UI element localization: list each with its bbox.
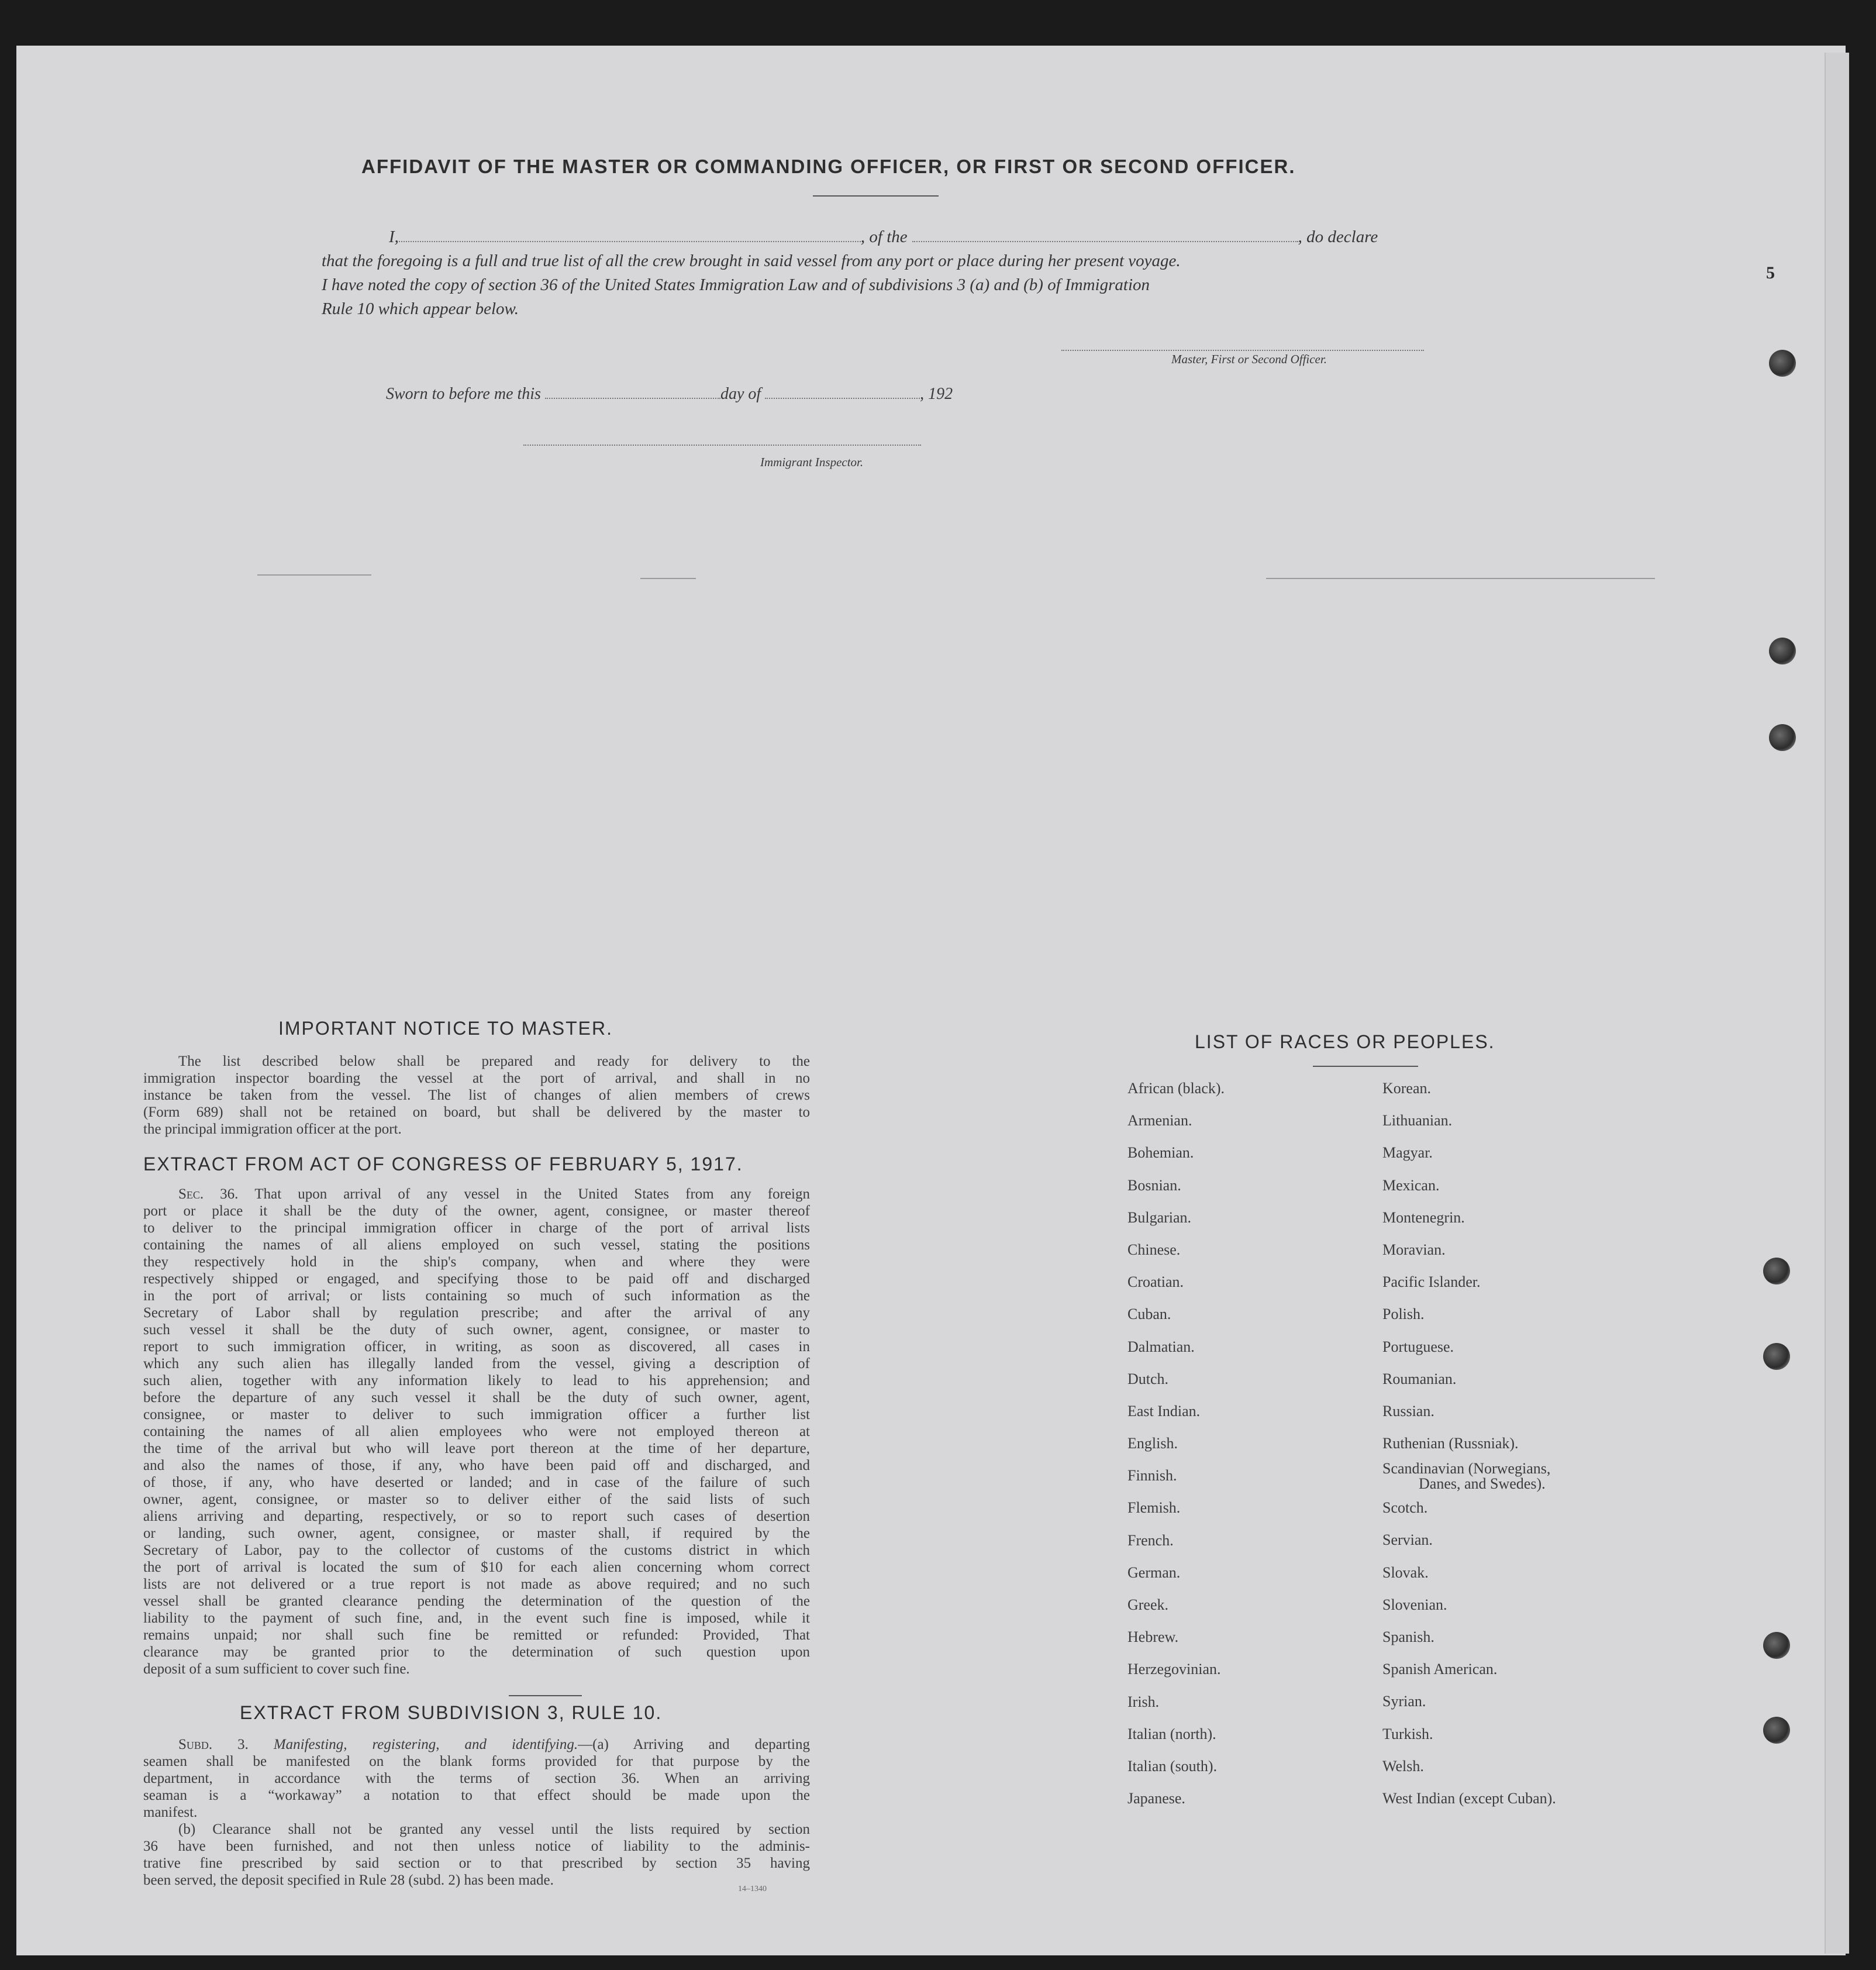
affidavit-title: AFFIDAVIT OF THE MASTER OR COMMANDING OFFICER, OR FIRST OR SECOND OFFICER. [361,156,1296,177]
race-label: Scandinavian (Norwegians, [1382,1460,1551,1478]
sworn-prefix: Sworn to before me this [386,385,541,403]
race-item [1127,1790,1225,1822]
race-label: Lithuanian. [1382,1112,1453,1129]
race-item [1382,1661,1556,1693]
rule-extract-title: EXTRACT FROM SUBDIVISION 3, RULE 10. [240,1702,663,1723]
race-label: Polish. [1382,1306,1425,1323]
race-item [1127,1306,1225,1338]
act-line: That upon arrival of any vessel in the United States from any foreign [254,1186,810,1202]
race-label: Chinese. [1127,1241,1181,1258]
inspector-signature-line[interactable] [523,443,921,446]
name-blank[interactable] [399,241,861,242]
decl-line3: I have noted the copy of section 36 of the United States Immigration Law and of subdivisions 3 (a) and (b) of Immigration [322,275,1150,294]
act-line: which any such alien has illegally landed from the vessel, giving a description of [143,1356,810,1372]
race-item [1382,1338,1556,1370]
race-label: West Indian (except Cuban). [1382,1789,1556,1807]
rule-line: (b) Clearance shall not be granted any vessel until the lists required by section [178,1821,810,1837]
race-item [1382,1564,1556,1596]
act-line: containing the names of all alien employees who were not employed thereon at [143,1424,810,1439]
race-item [1382,1628,1556,1661]
title-rule [813,195,939,197]
race-item [1382,1790,1556,1822]
race-label: Dutch. [1127,1370,1169,1387]
race-label: Roumanian. [1382,1370,1457,1387]
act-line: containing the names of all aliens employed on such vessel, stating the positions [143,1237,810,1253]
race-label: Spanish. [1382,1628,1434,1645]
sworn-month-blank[interactable] [765,398,920,399]
bleed-line [257,574,371,576]
section-label: Sec. 36. [178,1186,255,1202]
race-item [1127,1661,1225,1693]
notice-line: instance be taken from the vessel. The list of changes of alien members of crews [143,1087,810,1103]
race-item [1382,1370,1556,1403]
race-label: Pacific Islander. [1382,1273,1481,1291]
race-item [1382,1273,1556,1306]
races-left-column [1127,1080,1225,1822]
race-label: Turkish. [1382,1725,1433,1742]
act-line: lists are not delivered or a true report is not made as above required; and no such [143,1576,810,1592]
race-item [1382,1403,1556,1435]
race-item [1127,1144,1225,1176]
race-label: English. [1127,1435,1178,1452]
declaration [322,225,1433,321]
act-line: port or place it shall be the duty of the owner, agent, consignee, or master thereof [143,1203,810,1219]
margin-mark: 5 [1766,263,1775,283]
race-label: Finnish. [1127,1467,1177,1485]
act-line: owner, agent, consignee, or master so to deliver either of the said lists of such [143,1492,810,1507]
race-label: Welsh. [1382,1757,1424,1775]
punch-hole [1763,1258,1790,1284]
race-label: Ruthenian (Russniak). [1382,1435,1519,1452]
race-label: Flemish. [1127,1499,1181,1517]
rule-line: —(a) Arriving and departing [578,1737,810,1752]
race-label: East Indian. [1127,1402,1201,1420]
rule-first-line [143,1736,810,1753]
race-label: Herzegovinian. [1127,1661,1221,1678]
race-label: Russian. [1382,1402,1434,1420]
race-label: Bulgarian. [1127,1208,1192,1226]
race-item [1127,1467,1225,1499]
race-item [1127,1532,1225,1564]
rule-line: 36 have been furnished, and not then unless notice of liability to the adminis- [143,1838,810,1854]
race-item [1127,1564,1225,1596]
act-line: or landing, such owner, agent, consignee, or master shall, if required by the [143,1525,810,1541]
race-label-continuation: Danes, and Swedes). [1419,1475,1546,1493]
race-label: Hebrew. [1127,1628,1179,1646]
race-label: Japanese. [1127,1790,1185,1807]
race-item [1382,1596,1556,1628]
race-label: Korean. [1382,1080,1432,1097]
act-line: the time of the arrival but who will leave port thereon at the time of her departure, [143,1441,810,1456]
act-line: such alien, together with any information likely to lead to his apprehension; and [143,1373,810,1389]
sworn-day-of: day of [720,385,761,403]
race-item [1382,1531,1556,1563]
punch-hole [1763,1717,1790,1744]
race-item [1382,1177,1556,1209]
act-extract-text [143,1186,810,1678]
race-label: Armenian. [1127,1112,1192,1129]
decl-line2: that the foregoing is a full and true list of all the crew brought in said vessel from any port or place during her present voyage. [322,252,1181,270]
rule-line: seamen shall be manifested on the blank forms provided for that purpose by the [143,1754,810,1769]
race-item [1127,1499,1225,1531]
races-title-rule [1313,1066,1418,1067]
race-item [1127,1241,1225,1273]
race-label: Portuguese. [1382,1338,1454,1355]
race-item [1127,1177,1225,1209]
act-line: Secretary of Labor shall by regulation prescribe; and after the arrival of any [143,1305,810,1321]
rule-extract-text [143,1736,810,1889]
act-line: such vessel it shall be the duty of such owner, agent, consignee, or master to [143,1322,810,1338]
act-line: vessel shall be granted clearance pending the determination of the question of the [143,1593,810,1609]
race-item [1382,1693,1556,1725]
act-first-line [143,1186,810,1203]
race-item [1382,1726,1556,1758]
race-label: Magyar. [1382,1144,1433,1162]
act-line: clearance may be granted prior to the determination of such question upon [143,1644,810,1660]
race-item [1382,1499,1556,1531]
race-item [1382,1144,1556,1176]
decl-of-the: , of the [860,228,908,246]
act-line: liability to the payment of such fine, and, in the event such fine is imposed, while it [143,1610,810,1626]
race-item [1127,1758,1225,1790]
notice-text [143,1053,810,1138]
act-line: aliens arriving and departing, respectively, or so to report such cases of desertion [143,1509,810,1524]
race-label: Irish. [1127,1693,1160,1710]
act-line: they respectively hold in the ship's company, when and where they were [143,1254,810,1270]
inspector-signature-label: Immigrant Inspector. [760,455,864,469]
race-label: Montenegrin. [1382,1208,1465,1226]
race-label: Syrian. [1382,1693,1426,1710]
form-code: 14–1340 [738,1885,767,1893]
punch-hole [1763,1343,1790,1370]
race-item [1382,1306,1556,1338]
sworn-year: , 192 [920,385,953,403]
bleed-line [640,578,696,579]
race-label: French. [1127,1531,1174,1549]
act-line: the port of arrival is located the sum of $10 for each alien concerning whom correct [143,1559,810,1575]
race-item [1127,1209,1225,1241]
race-item [1382,1461,1556,1499]
act-line: consignee, or master to deliver to such immigration officer a further list [143,1407,810,1423]
race-label: Cuban. [1127,1306,1171,1323]
race-item [1127,1273,1225,1306]
races-title: LIST OF RACES OR PEOPLES. [1195,1031,1495,1052]
race-item [1127,1596,1225,1628]
master-signature-label: Master, First or Second Officer. [1171,352,1327,366]
race-item [1382,1112,1556,1144]
race-label: Italian (north). [1127,1725,1216,1742]
race-item [1127,1403,1225,1435]
notice-line: immigration inspector boarding the vessel at the port of arrival, and shall in no [143,1070,810,1086]
race-label: Slovenian. [1382,1596,1447,1613]
rule-line: manifest. [143,1804,198,1820]
rule-line: seaman is a “workaway” a notation to that effect should be made upon the [143,1788,810,1803]
race-label: Dalmatian. [1127,1338,1195,1355]
act-line: before the departure of any such vessel it shall be the duty of such owner, agent, [143,1390,810,1406]
master-signature-line[interactable] [1061,349,1424,351]
bleed-line [1266,578,1655,579]
rule-line: trative fine prescribed by said section or to that prescribed by section 35 having [143,1855,810,1871]
race-item [1382,1758,1556,1790]
decl-i: I, [389,228,399,246]
race-label: German. [1127,1563,1181,1581]
race-item [1127,1112,1225,1144]
race-label: African (black). [1127,1080,1225,1097]
notice-line: the principal immigration officer at the port. [143,1121,402,1137]
rule-line: been served, the deposit specified in Rule 28 (subd. 2) has been made. [143,1872,554,1888]
race-label: Bosnian. [1127,1176,1181,1194]
race-label: Mexican. [1382,1176,1440,1194]
race-label: Slovak. [1382,1563,1429,1581]
page-edge [1825,53,1849,1954]
act-line: deposit of a sum sufficient to cover such fine. [143,1661,410,1677]
punch-hole [1763,1632,1790,1659]
race-label: Moravian. [1382,1241,1446,1258]
race-label: Italian (south). [1127,1757,1218,1775]
race-item [1127,1726,1225,1758]
race-item [1127,1435,1225,1467]
decl-line4: Rule 10 which appear below. [322,299,519,318]
decl-do-declare: , do declare [1298,228,1378,246]
race-item [1382,1241,1556,1273]
punch-hole [1769,350,1796,377]
race-item [1127,1693,1225,1726]
sworn-day-blank[interactable] [545,398,720,399]
race-label: Spanish American. [1382,1661,1498,1678]
act-line: in the port of arrival; or lists containing so much of such information as the [143,1288,810,1304]
act-line: remains unpaid; nor shall such fine be remitted or refunded: Provided, That [143,1627,810,1643]
races-right-column [1382,1080,1556,1822]
act-line: respectively shipped or engaged, and specifying those to be paid off and discharged [143,1271,810,1287]
race-item [1127,1628,1225,1661]
rule-divider [509,1695,582,1696]
notice-line: The list described below shall be prepared and ready for delivery to the [178,1053,810,1069]
notice-line: (Form 689) shall not be retained on board, but shall be delivered by the master to [143,1104,810,1120]
act-line: and also the names of those, if any, who have been paid off and discharged, and [143,1458,810,1473]
punch-hole [1769,724,1796,751]
vessel-blank[interactable] [912,241,1298,242]
act-extract-title: EXTRACT FROM ACT OF CONGRESS OF FEBRUARY 5, 1917. [143,1153,743,1175]
race-label: Croatian. [1127,1273,1184,1291]
subdivision-label: Subd. 3. [178,1737,274,1752]
race-item [1382,1080,1556,1112]
rule-line: department, in accordance with the terms of section 36. When an arriving [143,1771,810,1786]
act-line: to deliver to the principal immigration officer in charge of the port of arrival lists [143,1220,810,1236]
race-item [1127,1080,1225,1112]
race-label: Servian. [1382,1531,1433,1549]
act-line: of those, if any, who have deserted or landed; and in case of the failure of such [143,1475,810,1490]
notice-title: IMPORTANT NOTICE TO MASTER. [278,1018,613,1039]
race-item [1127,1338,1225,1370]
act-line: Secretary of Labor, pay to the collector of customs of the customs district in which [143,1542,810,1558]
race-label: Greek. [1127,1596,1169,1613]
race-item [1127,1370,1225,1403]
sworn-line [386,385,953,404]
race-item [1382,1209,1556,1241]
punch-hole [1769,638,1796,664]
rule-heading: Manifesting, registering, and identifying. [273,1737,578,1752]
race-label: Bohemian. [1127,1144,1194,1162]
race-label: Scotch. [1382,1499,1428,1517]
act-line: report to such immigration officer, in writing, as soon as discovered, all cases in [143,1339,810,1355]
